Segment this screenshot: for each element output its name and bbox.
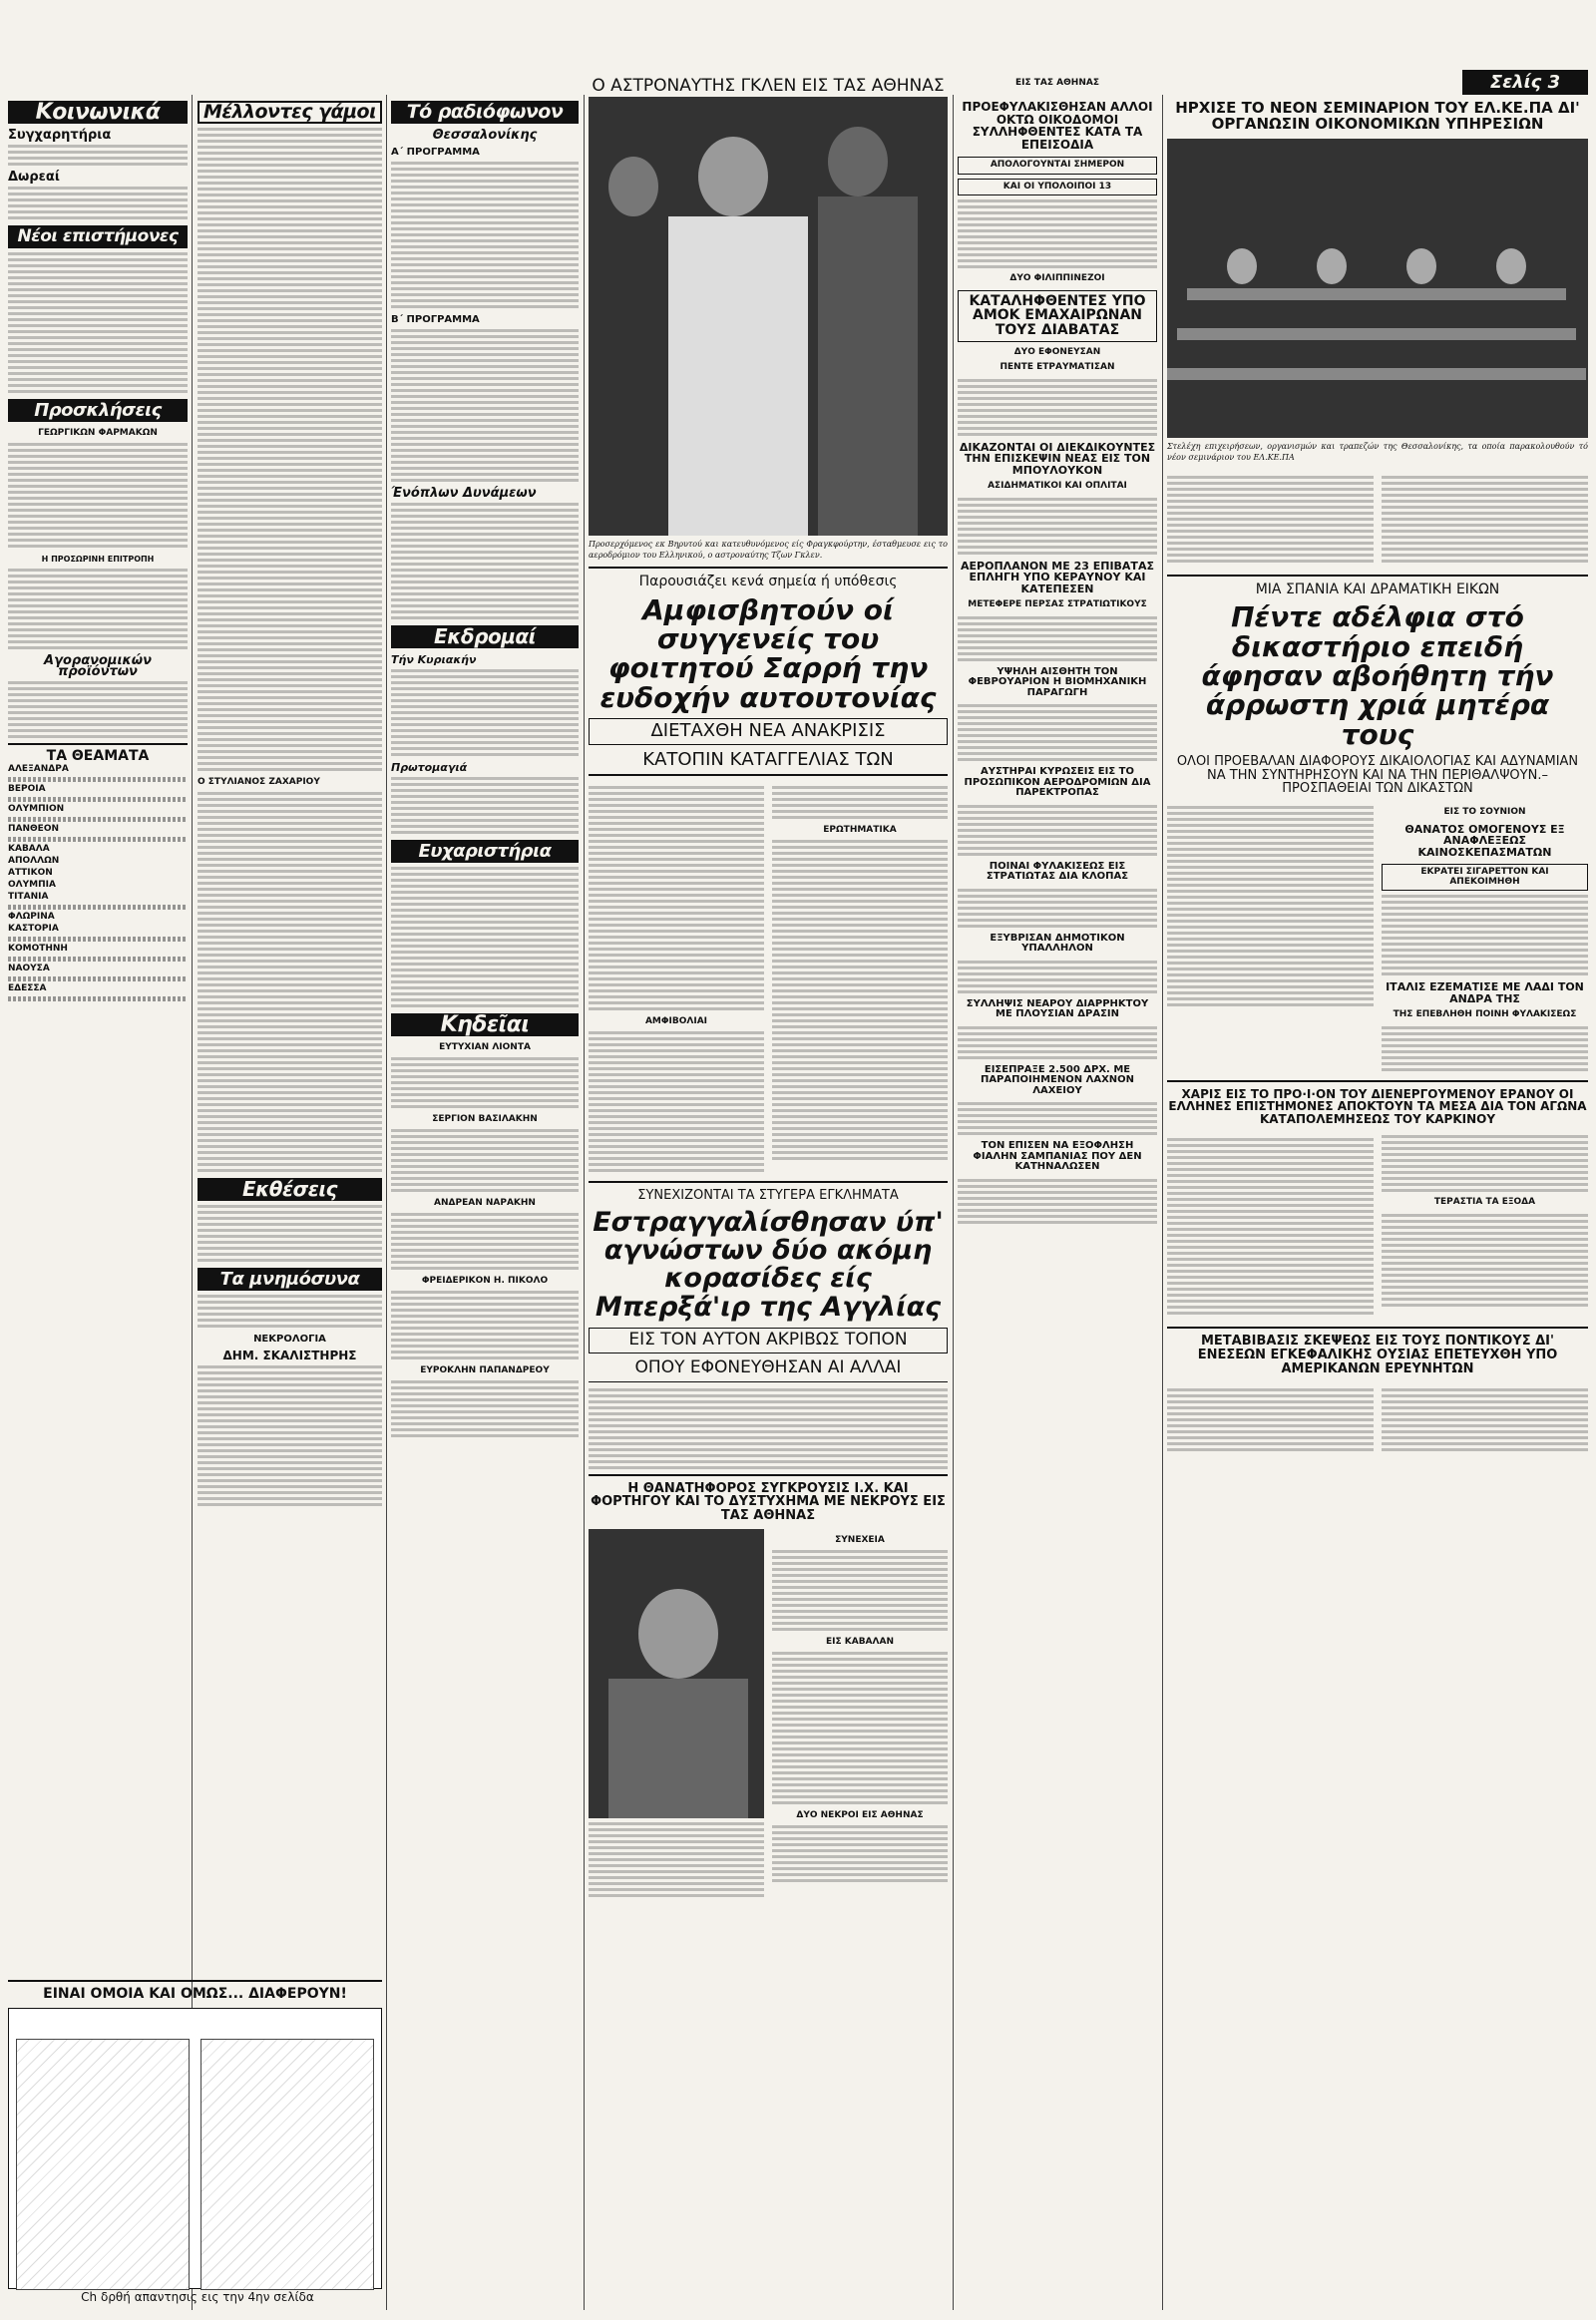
text-block [772, 1550, 948, 1631]
seminar-photo [1167, 139, 1588, 438]
athens-tag: ΕΙΣ ΤΑΣ ΑΘΗΝΑΣ [1015, 78, 1099, 88]
program-a: Α΄ ΠΡΟΓΡΑΜΜΑ [391, 147, 480, 158]
text-block [391, 1291, 579, 1359]
headline-strangled: Εστραγγαλίσθησαν ύπ' αγνώστων δύο ακόμη κορασίδες είς Μπερξά'ιρ της Αγγλίας [593, 1206, 944, 1323]
text-block [772, 840, 948, 1160]
text-block [8, 443, 188, 548]
text-block [391, 1129, 579, 1192]
headline-cancer: ΧΑΡΙΣ ΕΙΣ ΤΟ ΠΡΟ·Ι·ΟΝ ΤΟΥ ΔΙΕΝΕΡΓΟΥΜΕΝΟΥ ΕΡΑΝΟΥ ΟΙ ΕΛΛΗΝΕΣ ΕΠΙΣΤΗΜΟΝΕΣ ΑΠΟΚΤΟΥΝ ΤΑ ΜΕΣΑ ΔΙΑ ΤΟΝ ΑΓΩΝΑ ΚΑΤΑΠΟΛΕΜΗΣΕΩΣ ΤΟΥ ΚΑΡΚΙΝΟΥ [1168, 1086, 1587, 1126]
text-block [391, 1213, 579, 1270]
text-block [958, 805, 1157, 856]
theater-item: ΒΕΡΟΙΑ [8, 784, 46, 794]
radio-subhead: Θεσσαλονίκης [432, 128, 538, 143]
text-block [958, 961, 1157, 993]
astronaut-photo-caption: Προσερχόμενος εκ Βηρυτού και κατευθυνόμενος είς Φραγκφούρτην, έσταθμευσε εις το αεροδρόμιον του Ελληνικού, ο αστροναύτης Τζων Γκλεν. [589, 540, 948, 560]
column-seminar [1167, 95, 1588, 1458]
cartoon-answer-note: Ch δρθή απαντησις εις την 4ην σελίδα [81, 2290, 314, 2304]
text-block [391, 1057, 579, 1108]
column-main [589, 95, 948, 1901]
deck-others-killed: ΟΠΟΥ ΕΦΟΝΕΥΘΗΣΑΝ ΑΙ ΑΛΛΑΙ [589, 1359, 948, 1382]
subhead-congrats: Συγχαρητήρια [8, 128, 112, 143]
top-banner [0, 60, 1596, 96]
program-b: Β΄ ΠΡΟΓΡΑΜΜΑ [391, 314, 480, 325]
text-block [198, 1365, 382, 1506]
subhead-cigarette: ΕΚΡΑΤΕΙ ΣΙΓΑΡΕΤΤΟΝ ΚΑΙ ΑΠΕΚΟΙΜΗΘΗ [1382, 864, 1588, 891]
section-excursions: Εκδρομαί [391, 625, 579, 648]
column-rule [1162, 95, 1163, 2310]
text-block [8, 145, 188, 166]
text-block [8, 681, 188, 738]
text-block [198, 1295, 382, 1328]
cartoon-title: ΕΙΝΑΙ ΟΜΟΙΑ ΚΑΙ ΟΜΩΣ... ΔΙΑΦΕΡΟΥΝ! [8, 1980, 382, 2002]
text-block [1167, 1385, 1374, 1454]
theater-item: ΤΙΤΑΝΙΑ [8, 892, 49, 902]
text-block [958, 616, 1157, 661]
theater-list [8, 764, 188, 1001]
siblings-story [1167, 802, 1588, 1074]
commodity-prices-head: Αγορανομικών προϊόντων [44, 653, 152, 679]
subhead-doubts: ΑΜΦΙΒΟΛΙΑΙ [644, 1016, 708, 1027]
subhead-two-dead: ΔΥΟ ΝΕΚΡΟΙ ΕΙΣ ΑΘΗΝΑΣ [796, 1809, 924, 1820]
theater-item: ΑΤΤΙΚΟΝ [8, 868, 53, 878]
subhead-kavala: ΕΙΣ ΚΑΒΑΛΑΝ [825, 1636, 894, 1647]
headline-seminar: ΗΡΧΙΣΕ ΤΟ ΝΕΟΝ ΣΕΜΙΝΑΡΙΟΝ ΤΟΥ ΕΛ.ΚΕ.ΠΑ ΔΙ' ΟΡΓΑΝΩΣΙΝ ΟΙΚΟΝΟΜΙΚΩΝ ΥΠΗΡΕΣΙΩΝ [1175, 99, 1580, 133]
text-block [958, 1179, 1157, 1224]
page-number-tag: Σελίς 3 [1462, 70, 1588, 95]
section-exhibitions: Εκθέσεις [198, 1178, 382, 1201]
column-weddings [198, 95, 382, 1510]
deceased-name: ΑΝΔΡΕΑΝ ΝΑΡΑΚΗΝ [434, 1198, 536, 1208]
subhead-questions: ΕΡΩΤΗΜΑΤΙΚΑ [823, 825, 897, 836]
deceased-name: ΣΕΡΓΙΟΝ ΒΑΣΙΛΑΚΗΝ [432, 1114, 538, 1124]
astronaut-photo [589, 97, 948, 536]
headline-champagne: ΤΟΝ ΕΠΙΣΕΝ ΝΑ ΕΞΟΦΛΗΣΗ ΦΙΑΛΗΝ ΣΑΜΠΑΝΙΑΣ ΠΟΥ ΔΕΝ ΚΑΤΗΝΑΛΩΣΕΝ [973, 1140, 1142, 1173]
pharma-head: ΓΕΩΡΓΙΚΩΝ ΦΑΡΜΑΚΩΝ [38, 428, 158, 438]
section-weddings: Μέλλοντες γάμοι [198, 101, 382, 124]
text-block [391, 1380, 579, 1437]
text-block [958, 379, 1157, 436]
theater-item: ΑΠΟΛΛΩΝ [8, 856, 60, 866]
section-radio: Τό ραδιόφωνον [391, 101, 579, 124]
theater-item: ΕΔΕΣΣΑ [8, 983, 47, 993]
text-block [1382, 895, 1588, 975]
text-block [1382, 1214, 1588, 1307]
text-block [589, 1822, 764, 1897]
column-rule [953, 95, 954, 2310]
headline-siblings: Πέντε αδέλφια στό δικαστήριο επειδή άφησαν αβοήθητη τήν άρρωστη χριά μητέρα τους [1201, 600, 1554, 751]
cartoon-panel-left [16, 2039, 190, 2290]
theater-title: ΤΑ ΘΕΑΜΑΤΑ [46, 748, 150, 764]
text-block [391, 503, 579, 619]
deceased-name: ΦΡΕΙΔΕΡΙΚΟΝ Η. ΠΙΚΟΛΟ [421, 1276, 549, 1286]
subhead-costs: ΤΕΡΑΣΤΙΑ ΤΑ ΕΞΟΔΑ [1433, 1197, 1536, 1208]
text-block [391, 669, 579, 756]
headline-industry: ΥΨΗΛΗ ΑΙΣΘΗΤΗ ΤΟΝ ΦΕΒΡΟΥΑΡΙΟΝ Η ΒΙΟΜΗΧΑΝΙΚΗ ΠΑΡΑΓΩΓΗ [968, 665, 1147, 698]
subhead-soldiers: ΑΣΙΔΗΜΑΤΙΚΟΙ ΚΑΙ ΟΠΛΙΤΑΙ [988, 481, 1127, 492]
text-block [772, 1652, 948, 1804]
necrology-head: ΝΕΚΡΟΛΟΓΙΑ [253, 1334, 326, 1345]
headline-lottery: ΕΙΣΕΠΡΑΞΕ 2.500 ΔΡΧ. ΜΕ ΠΑΡΑΠΟΙΗΜΕΝΟΝ ΛΑΧΝΟΝ ΛΑΧΕΙΟΥ [980, 1063, 1135, 1096]
text-block [772, 786, 948, 819]
column-news-briefs [958, 95, 1157, 1228]
headline-crash: Η ΘΑΝΑΤΗΦΟΡΟΣ ΣΥΓΚΡΟΥΣΙΣ Ι.Χ. ΚΑΙ ΦΟΡΤΗΓΟΥ ΚΑΙ ΤΟ ΔΥΣΤΥΧΗΜΑ ΜΕ ΝΕΚΡΟΥΣ ΕΙΣ ΤΑΣ ΑΘΗΝΑΣ [591, 1480, 946, 1524]
text-block [958, 1102, 1157, 1135]
deck-complaint: ΚΑΤΟΠΙΝ ΚΑΤΑΓΓΕΛΙΑΣ ΤΩΝ [589, 751, 948, 776]
text-block [589, 1388, 948, 1469]
kicker-filipinos: ΔΥΟ ΦΙΛΙΠΠΙΝΕΖΟΙ [1009, 273, 1105, 284]
theater-item: ΦΛΩΡΙΝΑ [8, 912, 55, 922]
subhead-gifts: Δωρεαί [8, 170, 60, 185]
text-block [958, 889, 1157, 928]
text-block [589, 1031, 764, 1172]
text-block [1382, 473, 1588, 566]
theater-item: ΚΑΣΤΟΡΙΑ [8, 924, 59, 934]
deceased-name: ΕΥΡΟΚΛΗΝ ΠΑΠΑΝΔΡΕΟΥ [420, 1365, 550, 1375]
cartoon [8, 1980, 382, 2289]
theater-item: ΑΛΕΞΑΝΔΡΑ [8, 764, 69, 774]
text-block [958, 704, 1157, 761]
column-rule [584, 95, 585, 2310]
text-block [8, 569, 188, 649]
column-rule [386, 95, 387, 2310]
headline-amok: ΚΑΤΑΛΗΦΘΕΝΤΕΣ ΥΠΟ ΑΜΟΚ ΕΜΑΧΑΙΡΩΝΑΝ ΤΟΥΣ ΔΙΑΒΑΤΑΣ [958, 290, 1157, 342]
section-memorials: Τα μνημόσυνα [198, 1268, 382, 1291]
headline-burglar: ΣΥΛΛΗΨΙΣ ΝΕΑΡΟΥ ΔΙΑΡΡΗΚΤΟΥ ΜΕ ΠΛΟΥΣΙΑΝ ΔΡΑΣΙΝ [966, 997, 1149, 1020]
theater-item: ΝΑΟΥΣΑ [8, 964, 50, 973]
theater-item: ΟΛΥΜΠΙΟΝ [8, 804, 65, 814]
headline-trial: ΔΙΚΑΖΟΝΤΑΙ ΟΙ ΔΙΕΚΔΙΚΟΥΝΤΕΣ ΤΗΝ ΕΠΙΣΚΕΨΙΝ ΝΕΑΣ ΕΙΣ ΤΟΝ ΜΠΟΥΛΟΥΚΟΝ [959, 440, 1156, 477]
section-invitations: Προσκλήσεις [8, 399, 188, 422]
theater-item: ΟΛΥΜΠΙΑ [8, 880, 56, 890]
text-block [198, 1205, 382, 1262]
text-block [8, 252, 188, 393]
divider [8, 743, 188, 745]
text-block [391, 777, 579, 834]
headline-airport: ΑΥΣΤΗΡΑΙ ΚΥΡΩΣΕΙΣ ΕΙΣ ΤΟ ΠΡΟΣΩΠΙΚΟΝ ΑΕΡΟΔΡΟΜΙΩΝ ΔΙΑ ΠΑΡΕΚΤΡΟΠΑΣ [964, 766, 1151, 799]
headline-mice: ΜΕΤΑΒΙΒΑΣΙΣ ΣΚΕΨΕΩΣ ΕΙΣ ΤΟΥΣ ΠΟΝΤΙΚΟΥΣ ΔΙ' ΕΝΕΣΕΩΝ ΕΓΚΕΦΑΛΙΚΗΣ ΟΥΣΙΑΣ ΕΠΕΤΕΥΧΘΗ ΥΠΟ ΑΜΕΡΙΚΑΝΩΝ ΕΡΕΥΝΗΤΩΝ [1197, 1334, 1558, 1376]
text-block [958, 199, 1157, 268]
tag-sounion: ΕΙΣ ΤΟ ΣΟΥΝΙΟΝ [1443, 807, 1526, 818]
text-block [1382, 1135, 1588, 1192]
subhead-injured: ΠΕΝΤΕ ΕΤΡΑΥΜΑΤΙΣΑΝ [999, 362, 1115, 373]
text-block [8, 187, 188, 219]
subhead-killed: ΔΥΟ ΕΦΟΝΕΥΣΑΝ [1013, 346, 1101, 357]
subhead-apologize: ΑΠΟΛΟΓΟΥΝΤΑΙ ΣΗΜΕΡΟΝ [958, 157, 1157, 174]
subhead-prison: ΤΗΣ ΕΠΕΒΛΗΘΗ ΠΟΙΝΗ ΦΥΛΑΚΙΣΕΩΣ [1393, 1009, 1577, 1020]
text-block [391, 867, 579, 1007]
headline-insult: ΕΞΥΒΡΙΣΑΝ ΔΗΜΟΤΙΚΟΝ ΥΠΑΛΛΗΛΟΝ [990, 932, 1125, 955]
deck-excuses: ΟΛΟΙ ΠΡΟΕΒΑΛΑΝ ΔΙΑΦΟΡΟΥΣ ΔΙΚΑΙΟΛΟΓΙΑΣ ΚΑΙ ΑΔΥΝΑΜΙΑΝ ΝΑ ΤΗΝ ΣΥΝΤΗΡΗΣΟΥΝ ΚΑΙ ΝΑ ΤΗΝ ΠΕΡΙΘΑΛΨΟΥΝ.– ΠΡΟΣΠΑΘΕΙΑΙ ΤΩΝ ΔΙΚΑΣΤΩΝ [1176, 754, 1579, 797]
section-new-graduates: Νέοι επιστήμονες [8, 225, 188, 248]
headline-italian-wife: ΙΤΑΛΙΣ ΕΖΕΜΑΤΙΣΕ ΜΕ ΛΑΔΙ ΤΟΝ ΑΝΔΡΑ ΤΗΣ [1386, 980, 1584, 1005]
deceased-name: ΕΥΤΥΧΙΑΝ ΛΙΟΝΤΑ [439, 1042, 531, 1052]
crash-story [589, 1529, 948, 1901]
text-block [1382, 1385, 1588, 1454]
kicker-sarris: Παρουσιάζει κενά σημεία ή υπόθεσις [638, 574, 898, 589]
cancer-story [1167, 1131, 1588, 1322]
deck-same-place: ΕΙΣ ΤΟΝ ΑΥΤΟΝ ΑΚΡΙΒΩΣ ΤΟΠΟΝ [589, 1328, 948, 1353]
headline-sarris: Αμφισβητούν οί συγγενείς του φοιτητού Σαρρή την ευδοχήν αυτουτονίας [599, 592, 937, 714]
cartoon-panel-right [200, 2039, 374, 2290]
headline-expat-death: ΘΑΝΑΤΟΣ ΟΜΟΓΕΝΟΥΣ ΕΞ ΑΝΑΦΛΕΞΕΩΣ ΚΑΙΝΟΣΚΕΠΑΣΜΑΤΩΝ [1404, 822, 1565, 859]
section-funerals: Κηδεῖαι [391, 1013, 579, 1036]
armed-forces-head: Ένόπλων Δυνάμεων [391, 486, 537, 501]
committee-sig: Η ΠΡΟΣΩΡΙΝΗ ΕΠΙΤΡΟΠΗ [41, 555, 155, 564]
subhead-continuation: ΣΥΝΕΧΕΙΑ [835, 1534, 885, 1545]
kicker-crimes: ΣΥΝΕΧΙΖΟΝΤΑΙ ΤΑ ΣΤΥΓΕΡΑ ΕΓΚΛΗΜΑΤΑ [637, 1188, 899, 1204]
sarris-story [589, 782, 948, 1176]
deck-new-inquiry: ΔΙΕΤΑΧΘΗ ΝΕΑ ΑΝΑΚΡΙΣΙΣ [589, 718, 948, 745]
headline-builders: ΠΡΟΕΦΥΛΑΚΙΣΘΗΣΑΝ ΑΛΛΟΙ ΟΚΤΩ ΟΙΚΟΔΟΜΟΙ ΣΥΛΛΗΦΘΕΝΤΕΣ ΚΑΤΑ ΤΑ ΕΠΕΙΣΟΔΙΑ [962, 100, 1153, 152]
text-block [1167, 806, 1374, 1006]
subhead-remaining: ΚΑΙ ΟΙ ΥΠΟΛΟΙΠΟΙ 13 [958, 179, 1157, 195]
subhead-persian: ΜΕΤΕΦΕΡΕ ΠΕΡΣΑΣ ΣΤΡΑΤΙΩΤΙΚΟΥΣ [968, 599, 1147, 610]
text-block [1167, 1135, 1374, 1318]
text-block [391, 162, 579, 308]
mayday-head: Πρωτομαγιά [391, 761, 468, 774]
text-block [772, 1825, 948, 1882]
headline-plane: ΑΕΡΟΠΛΑΝΟΝ ΜΕ 23 ΕΠΙΒΑΤΑΣ ΕΠΛΗΓΗ ΥΠΟ ΚΕΡΑΥΝΟΥ ΚΑΙ ΚΑΤΕΠΕΣΕΝ [961, 559, 1154, 595]
text-block [198, 792, 382, 1172]
text-block [589, 786, 764, 1010]
astronaut-headline: Ο ΑΣΤΡΟΝΑΥΤΗΣ ΓΚΛΕΝ ΕΙΣ ΤΑΣ ΑΘΗΝΑΣ [592, 76, 945, 96]
theater-item: ΚΑΒΑΛΑ [8, 844, 50, 854]
section-social: Κοινωνικά [8, 101, 188, 124]
theater-item: ΚΟΜΟΤΗΝΗ [8, 944, 68, 954]
column-social [8, 95, 188, 1003]
mice-story [1167, 1381, 1588, 1458]
theater-item: ΠΑΝΘΕΟΝ [8, 824, 60, 834]
excursions-subhead: Τήν Κυριακήν [391, 653, 477, 666]
section-thanks: Ευχαριστήρια [391, 840, 579, 863]
text-block [958, 1026, 1157, 1059]
crash-photo [589, 1529, 764, 1818]
seminar-photo-caption: Στελέχη επιχειρήσεων, οργανισμών και τραπεζών της Θεσσαλονίκης, τα οποία παρακολουθούν τό νέον σεμινάριον του ΕΛ.ΚΕ.ΠΑ [1167, 441, 1588, 462]
text-block [1382, 1026, 1588, 1071]
column-radio [391, 95, 579, 1441]
seminar-story [1167, 469, 1588, 570]
deceased-name: ΔΗΜ. ΣΚΑΛΙΣΤΗΡΗΣ [222, 1349, 357, 1362]
kicker-dramatic: ΜΙΑ ΣΠΑΝΙΑ ΚΑΙ ΔΡΑΜΑΤΙΚΗ ΕΙΚΩΝ [1255, 580, 1500, 597]
text-block [1167, 473, 1374, 566]
text-block [958, 498, 1157, 555]
engagement-name: Ο ΣΤΥΛΙΑΝΟΣ ΖΑΧΑΡΙΟΥ [198, 777, 320, 787]
headline-theft: ΠΟΙΝΑΙ ΦΥΛΑΚΙΣΕΩΣ ΕΙΣ ΣΤΡΑΤΙΩΤΑΣ ΔΙΑ ΚΛΟΠΑΣ [986, 860, 1129, 883]
text-block [391, 329, 579, 482]
column-rule [192, 95, 193, 2310]
text-block [198, 128, 382, 771]
